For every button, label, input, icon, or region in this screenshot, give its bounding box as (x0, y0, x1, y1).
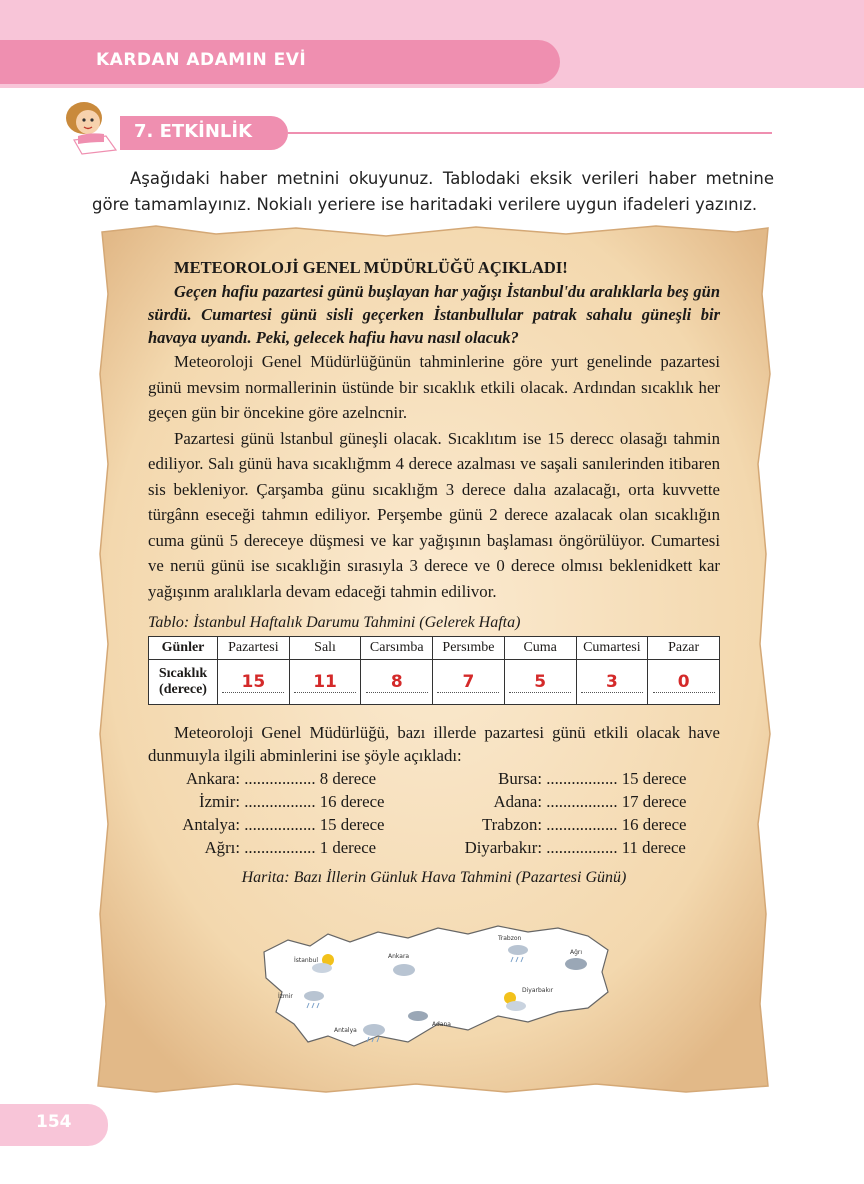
temperature-answer[interactable]: 8 (366, 672, 428, 693)
map-label: İzmir (278, 993, 293, 1000)
city-row (148, 792, 384, 812)
city-row (148, 838, 376, 858)
temperature-answer[interactable]: 3 (581, 672, 643, 693)
cloudy-icon (408, 1011, 428, 1021)
table-day-cell: Pazartesi (218, 637, 290, 660)
row-header-line: (derece) (159, 682, 207, 697)
map-label: Antalya (334, 1027, 357, 1034)
table-day-cell: Salı (289, 637, 361, 660)
article-headline: METEOROLOJİ GENEL MÜDÜRLÜĞÜ AÇIKLADI! (174, 258, 568, 277)
answer-blank[interactable]: ................. (546, 815, 618, 834)
temperature-answer[interactable]: 15 (222, 672, 284, 693)
city-name: İzmir: (198, 792, 240, 811)
answer-blank[interactable]: ................. (244, 792, 316, 811)
city-name: Antalya: (182, 815, 240, 834)
table-day-cell: Cumartesi (576, 637, 648, 660)
turkey-outline (264, 926, 608, 1046)
row-header-line: Sıcaklık (158, 666, 208, 681)
article-paragraph-2: Pazartesi günü lstanbul güneşli olacak. Sıcaklıtım ise 15 derecc olasağı tahmin ediliyor. Salı günü hava sıcaklığmm 4 derece azalması ve saşali sanılerinden itibaren sis bekleniyor. Çarşamba günu sıcaklığm 3 derece dalıa azalacağı, orta kuvvette türgânn eseceği tahmın ediliyor. Perşembe günü 2 derece azalacak olan sıcaklığın cuma günü 5 dereceye düşmesi ve kar yağışının başlaması öngörülüyor. Cumartesi ve nerıü günü ise sıcaklığin sırasıyla 3 derece ve 0 derece olmısı beklenidkett kar yağışınm aralıklarla devam edaceği tahmin edilivor. (148, 428, 720, 601)
city-value: 11 derece (621, 838, 686, 857)
city-row (438, 792, 686, 812)
forecast-table (148, 636, 720, 705)
turkey-weather-map (258, 912, 614, 1062)
instructions (92, 166, 774, 218)
map-caption: Harita: Bazı İllerin Günluk Hava Tahmini (Pazartesi Günü) (241, 869, 627, 886)
table-temp-cell (433, 660, 505, 705)
table-day-cell: Pazar (648, 637, 720, 660)
city-value: 15 derece (621, 769, 687, 788)
city-value: 15 derece (319, 815, 385, 834)
cloudy-icon (393, 964, 415, 976)
table-temp-cell (361, 660, 433, 705)
answer-blank[interactable]: ................. (546, 769, 618, 788)
table-row (149, 660, 720, 705)
girl-reading-mascot-icon (60, 98, 126, 158)
article-paragraph-1: Meteoroloji Genel Müdürlüğünün tahminlerine göre yurt genelinde pazartesi günü mevsim normallerinin üstünde bir sıcaklık etkili olacak. Ardından sıcaklık her geçen gün bir öncekine göre azelncnir. (148, 352, 720, 422)
temperature-answer[interactable]: 0 (653, 672, 715, 693)
map-label: Diyarbakır (522, 987, 554, 994)
article (148, 258, 720, 887)
temperature-answer[interactable]: 5 (509, 672, 571, 693)
map-label: Ankara (388, 953, 410, 960)
city-value: 8 derece (319, 769, 377, 788)
answer-blank[interactable]: ................. (546, 792, 618, 811)
table-temp-cell (289, 660, 361, 705)
table-day-cell: Carsımba (361, 637, 433, 660)
city-forecast-list (148, 769, 720, 863)
city-name: Trabzon: (482, 815, 542, 834)
city-row (438, 769, 686, 789)
table-row-header: Günler (149, 637, 218, 660)
city-value: 1 derece (319, 838, 377, 857)
table-temp-cell (504, 660, 576, 705)
city-value: 16 derece (621, 815, 687, 834)
city-name: Ankara: (185, 769, 240, 788)
map-label: Adana (432, 1021, 451, 1028)
activity-divider (288, 132, 772, 134)
city-name: Adana: (493, 792, 542, 811)
city-row (148, 769, 376, 789)
answer-blank[interactable]: ................. (546, 838, 618, 857)
answer-blank[interactable]: ................. (244, 769, 316, 788)
snow-icon (565, 958, 587, 970)
map-label: Trabzon (498, 935, 522, 942)
activity-title: 7. ETKİNLİK (134, 121, 253, 142)
city-row (148, 815, 384, 835)
city-value: 17 derece (621, 792, 687, 811)
article-paragraph-3: Meteoroloji Genel Müdürlüğü, bazı illerde pazartesi günü etkili olacak have dunmuıyla ilgili abminlerini ise şöyle açıkladı: (148, 723, 720, 765)
table-temp-cell (576, 660, 648, 705)
table-row-header (149, 660, 218, 705)
city-name: Bursa: (498, 769, 542, 788)
answer-blank[interactable]: ................. (244, 815, 316, 834)
city-value: 16 derece (319, 792, 385, 811)
table-row (149, 637, 720, 660)
city-row (438, 838, 686, 858)
chapter-title: KARDAN ADAMIN EVİ (96, 50, 307, 70)
city-name: Ağrı: (204, 838, 240, 857)
map-label: Ağrı (570, 949, 583, 956)
page-number: 154 (36, 1112, 72, 1132)
table-caption: Tablo: İstanbul Haftalık Darumu Tahmini (Gelerek Hafta) (148, 614, 521, 631)
instructions-text: Aşağıdaki haber metnini okuyunuz. Tablodaki eksik verileri haber metnine göre tamamlayınız. Nokialı yeriere ise haritadaki verilere uygun ifadeleri yazınız. (92, 169, 774, 214)
table-temp-cell (218, 660, 290, 705)
temperature-answer[interactable]: 7 (437, 672, 499, 693)
city-row (438, 815, 686, 835)
city-name: Diyarbakır: (464, 838, 542, 857)
article-lead: Geçen hafiu pazartesi günü buşlayan har yağışı İstanbul'du aralıklarla beş gün sürdü. Cumartesi günü sisli geçerken İstanbullular patrak sahalu güneşli bir havaya uyandı. Peki, gelecek hafiu havu nasıl olacuk? (148, 282, 720, 347)
temperature-answer[interactable]: 11 (294, 672, 356, 693)
table-temp-cell (648, 660, 720, 705)
table-day-cell: Persımbe (433, 637, 505, 660)
map-label: İstanbul (294, 957, 319, 964)
table-day-cell: Cuma (504, 637, 576, 660)
answer-blank[interactable]: ................. (244, 838, 316, 857)
